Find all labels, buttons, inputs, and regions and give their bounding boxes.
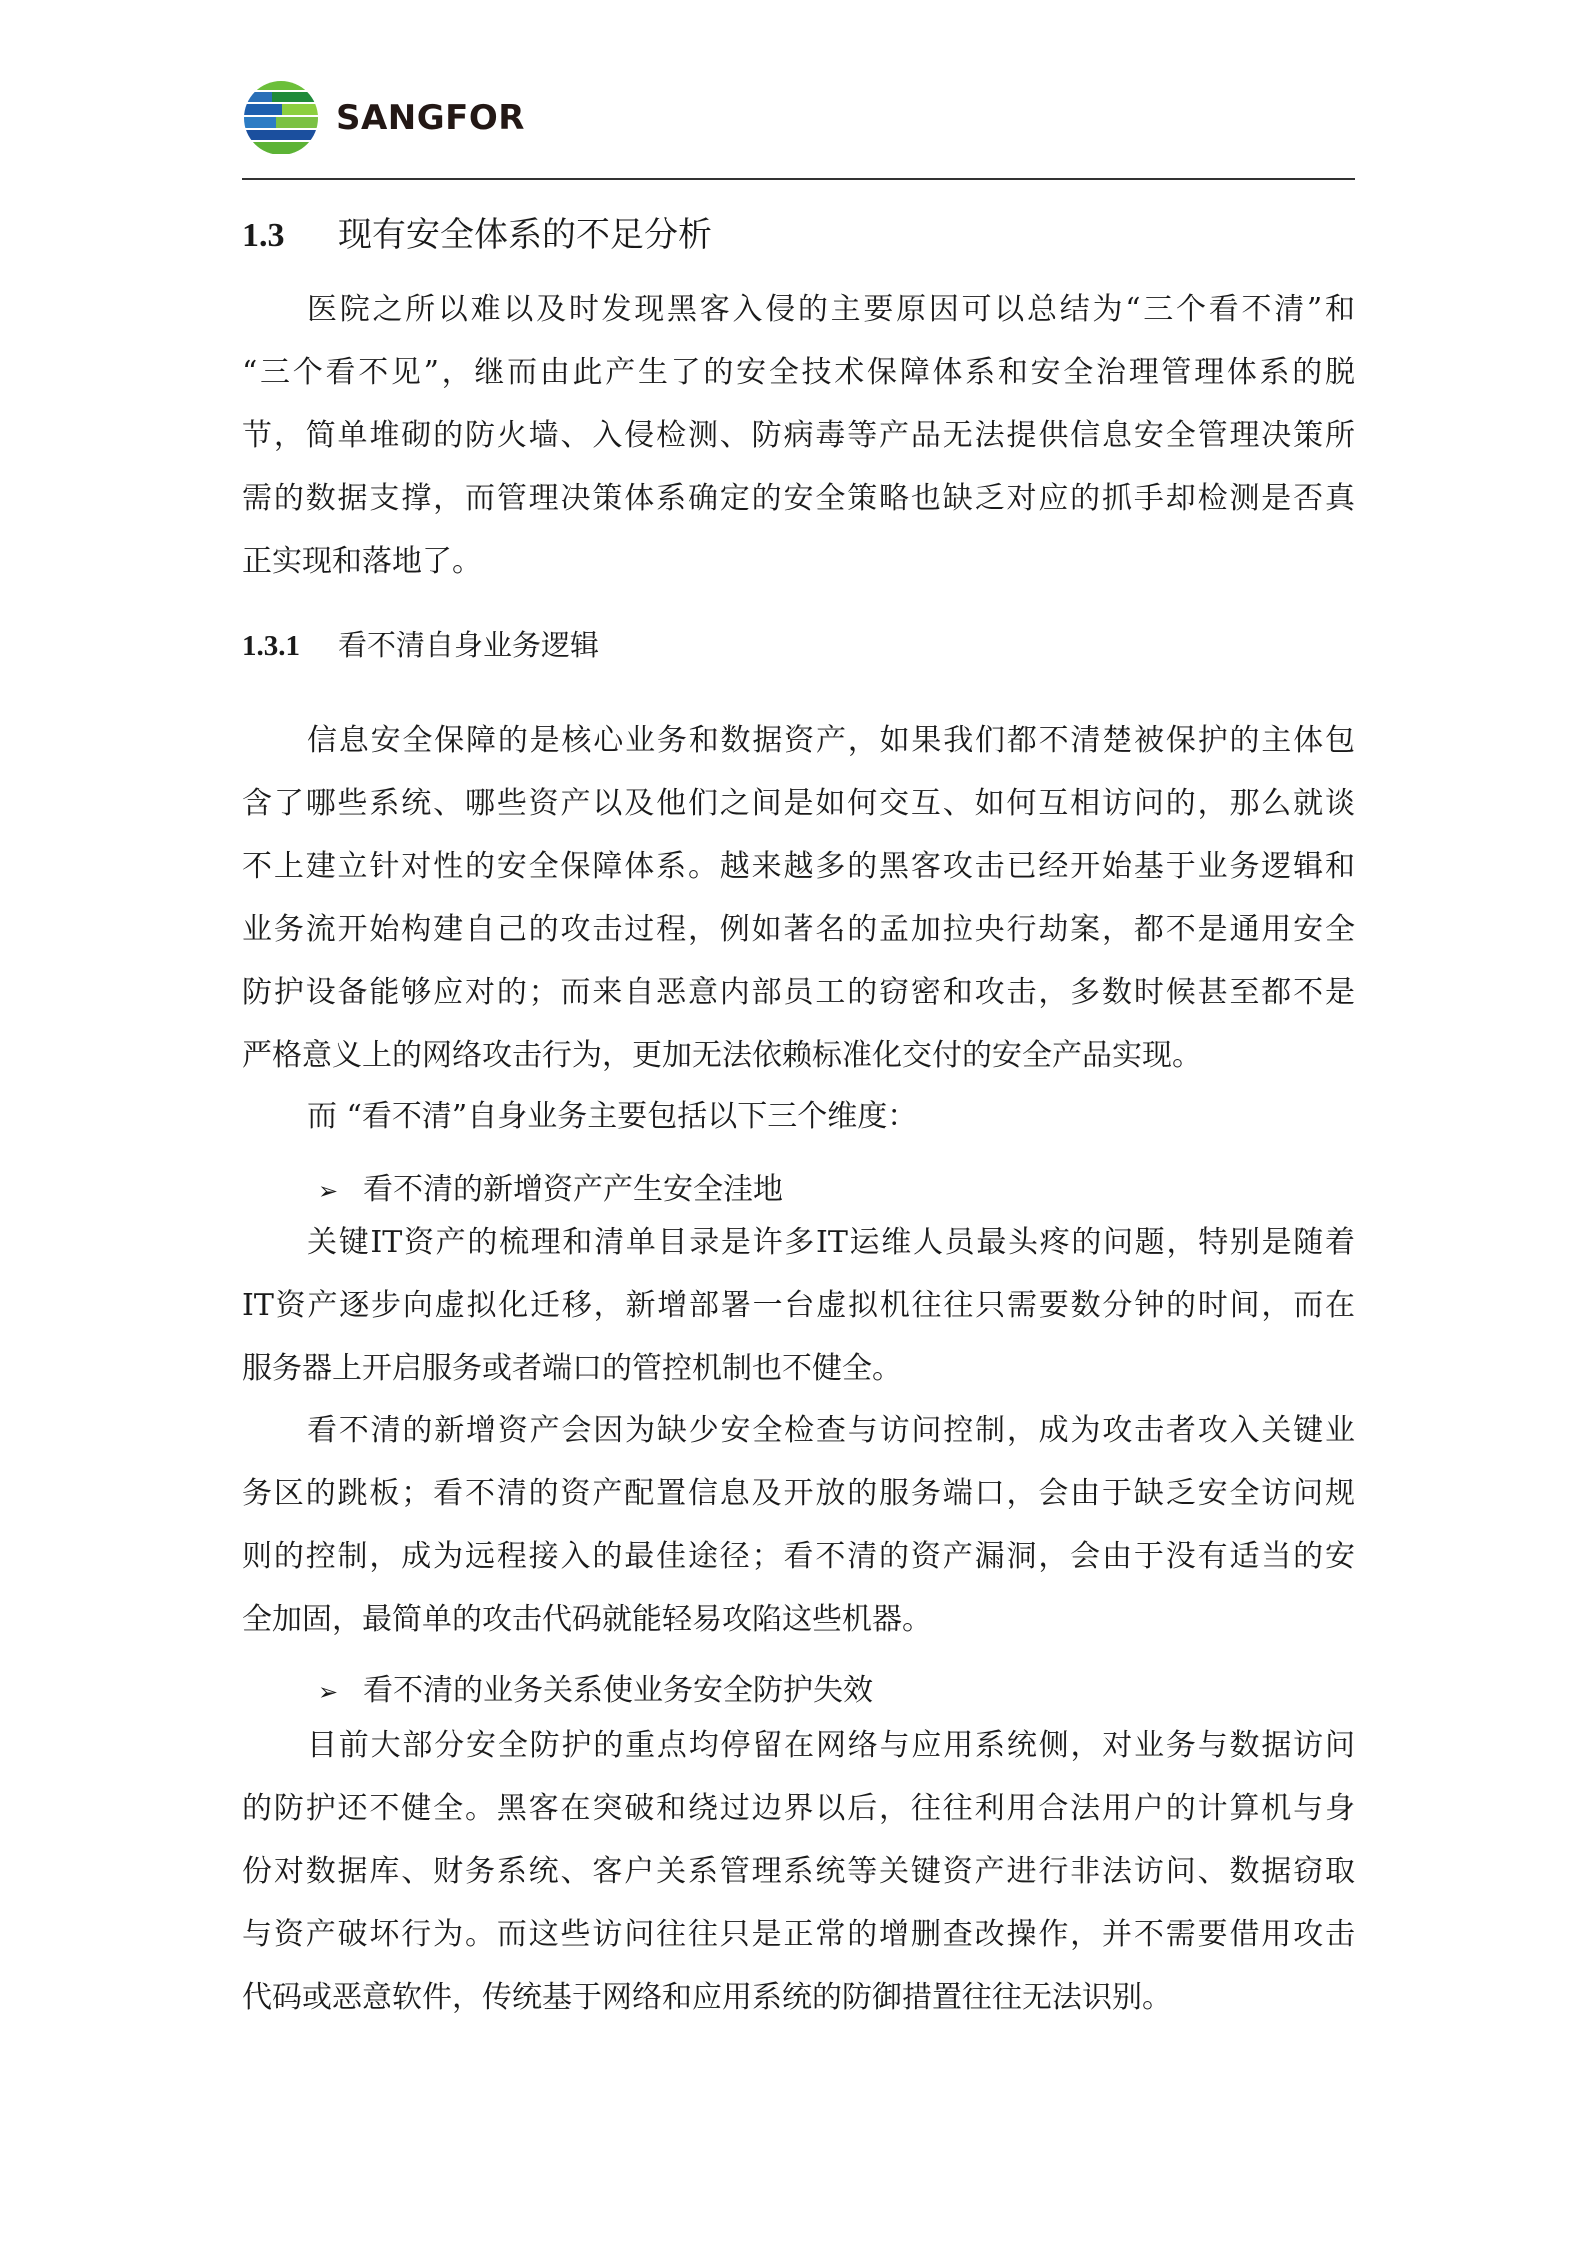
paragraph-line: 节，简单堆砌的防火墙、入侵检测、防病毒等产品无法提供信息安全管理决策所 bbox=[242, 418, 1355, 453]
paragraph-line: 关键IT资产的梳理和清单目录是许多IT运维人员最头疼的问题，特别是随着 bbox=[307, 1225, 1355, 1260]
paragraph-line: 与资产破坏行为。而这些访问往往只是正常的增删查改操作，并不需要借用攻击 bbox=[242, 1917, 1355, 1952]
paragraph-line: 防护设备能够应对的；而来自恶意内部员工的窃密和攻击，多数时候甚至都不是 bbox=[242, 975, 1355, 1010]
paragraph-line: 医院之所以难以及时发现黑客入侵的主要原因可以总结为“三个看不清”和 bbox=[307, 292, 1355, 327]
subsection-heading bbox=[242, 625, 599, 666]
paragraph-line: 严格意义上的网络攻击行为，更加无法依赖标准化交付的安全产品实现。 bbox=[242, 1038, 1202, 1073]
paragraph-line: 全加固，最简单的攻击代码就能轻易攻陷这些机器。 bbox=[242, 1602, 932, 1637]
section-number: 1.3 bbox=[242, 217, 285, 254]
bullet-text: 看不清的业务关系使业务安全防护失效 bbox=[363, 1673, 873, 1708]
paragraph bbox=[242, 1399, 1355, 1651]
paragraph-line: 代码或恶意软件，传统基于网络和应用系统的防御措置往往无法识别。 bbox=[242, 1980, 1172, 2015]
paragraph bbox=[242, 1714, 1355, 2029]
paragraph-line: “三个看不见”，继而由此产生了的安全技术保障体系和安全治理管理体系的脱 bbox=[242, 355, 1355, 390]
paragraph-line: 份对数据库、财务系统、客户关系管理系统等关键资产进行非法访问、数据窃取 bbox=[242, 1854, 1355, 1889]
paragraph-line: 看不清的新增资产会因为缺少安全检查与访问控制，成为攻击者攻入关键业 bbox=[307, 1413, 1355, 1448]
paragraph-line: 业务流开始构建自己的攻击过程，例如著名的孟加拉央行劫案，都不是通用安全 bbox=[242, 912, 1355, 947]
paragraph bbox=[242, 1211, 1355, 1400]
paragraph bbox=[242, 709, 1355, 1087]
paragraph-line: 不上建立针对性的安全保障体系。越来越多的黑客攻击已经开始基于业务逻辑和 bbox=[242, 849, 1355, 884]
arrow-bullet-icon: ➢ bbox=[318, 1678, 339, 1706]
paragraph-line: 务区的跳板；看不清的资产配置信息及开放的服务端口，会由于缺乏安全访问规 bbox=[242, 1476, 1355, 1511]
bullet-heading bbox=[318, 1165, 783, 1216]
section-heading bbox=[242, 212, 712, 259]
arrow-bullet-icon: ➢ bbox=[318, 1177, 339, 1205]
paragraph-line: 需的数据支撑，而管理决策体系确定的安全策略也缺乏对应的抓手却检测是否真 bbox=[242, 481, 1355, 516]
paragraph-line: 目前大部分安全防护的重点均停留在网络与应用系统侧，对业务与数据访问 bbox=[307, 1728, 1355, 1763]
subsection-title: 看不清自身业务逻辑 bbox=[338, 628, 600, 662]
bullet-text: 看不清的新增资产产生安全洼地 bbox=[363, 1172, 783, 1207]
bullet-heading bbox=[318, 1666, 873, 1717]
globe-logo-icon bbox=[242, 79, 320, 157]
paragraph-line: 的防护还不健全。黑客在突破和绕过边界以后，往往利用合法用户的计算机与身 bbox=[242, 1791, 1355, 1826]
paragraph-line: 信息安全保障的是核心业务和数据资产，如果我们都不清楚被保护的主体包 bbox=[307, 723, 1355, 758]
section-title: 现有安全体系的不足分析 bbox=[338, 215, 712, 255]
sangfor-logo bbox=[242, 79, 525, 157]
subsection-number: 1.3.1 bbox=[242, 630, 300, 662]
paragraph-line: 而 “看不清”自身业务主要包括以下三个维度： bbox=[307, 1099, 918, 1134]
paragraph-line: 则的控制，成为远程接入的最佳途径；看不清的资产漏洞，会由于没有适当的安 bbox=[242, 1539, 1355, 1574]
paragraph bbox=[242, 1085, 1355, 1148]
paragraph-line: 含了哪些系统、哪些资产以及他们之间是如何交互、如何互相访问的，那么就谈 bbox=[242, 786, 1355, 821]
paragraph-line: 正实现和落地了。 bbox=[242, 544, 482, 579]
logo-text: SANGFOR bbox=[336, 98, 525, 138]
paragraph bbox=[242, 278, 1355, 593]
header-divider bbox=[242, 178, 1355, 180]
paragraph-line: 服务器上开启服务或者端口的管控机制也不健全。 bbox=[242, 1351, 902, 1386]
paragraph-line: IT资产逐步向虚拟化迁移，新增部署一台虚拟机往往只需要数分钟的时间，而在 bbox=[242, 1288, 1355, 1323]
